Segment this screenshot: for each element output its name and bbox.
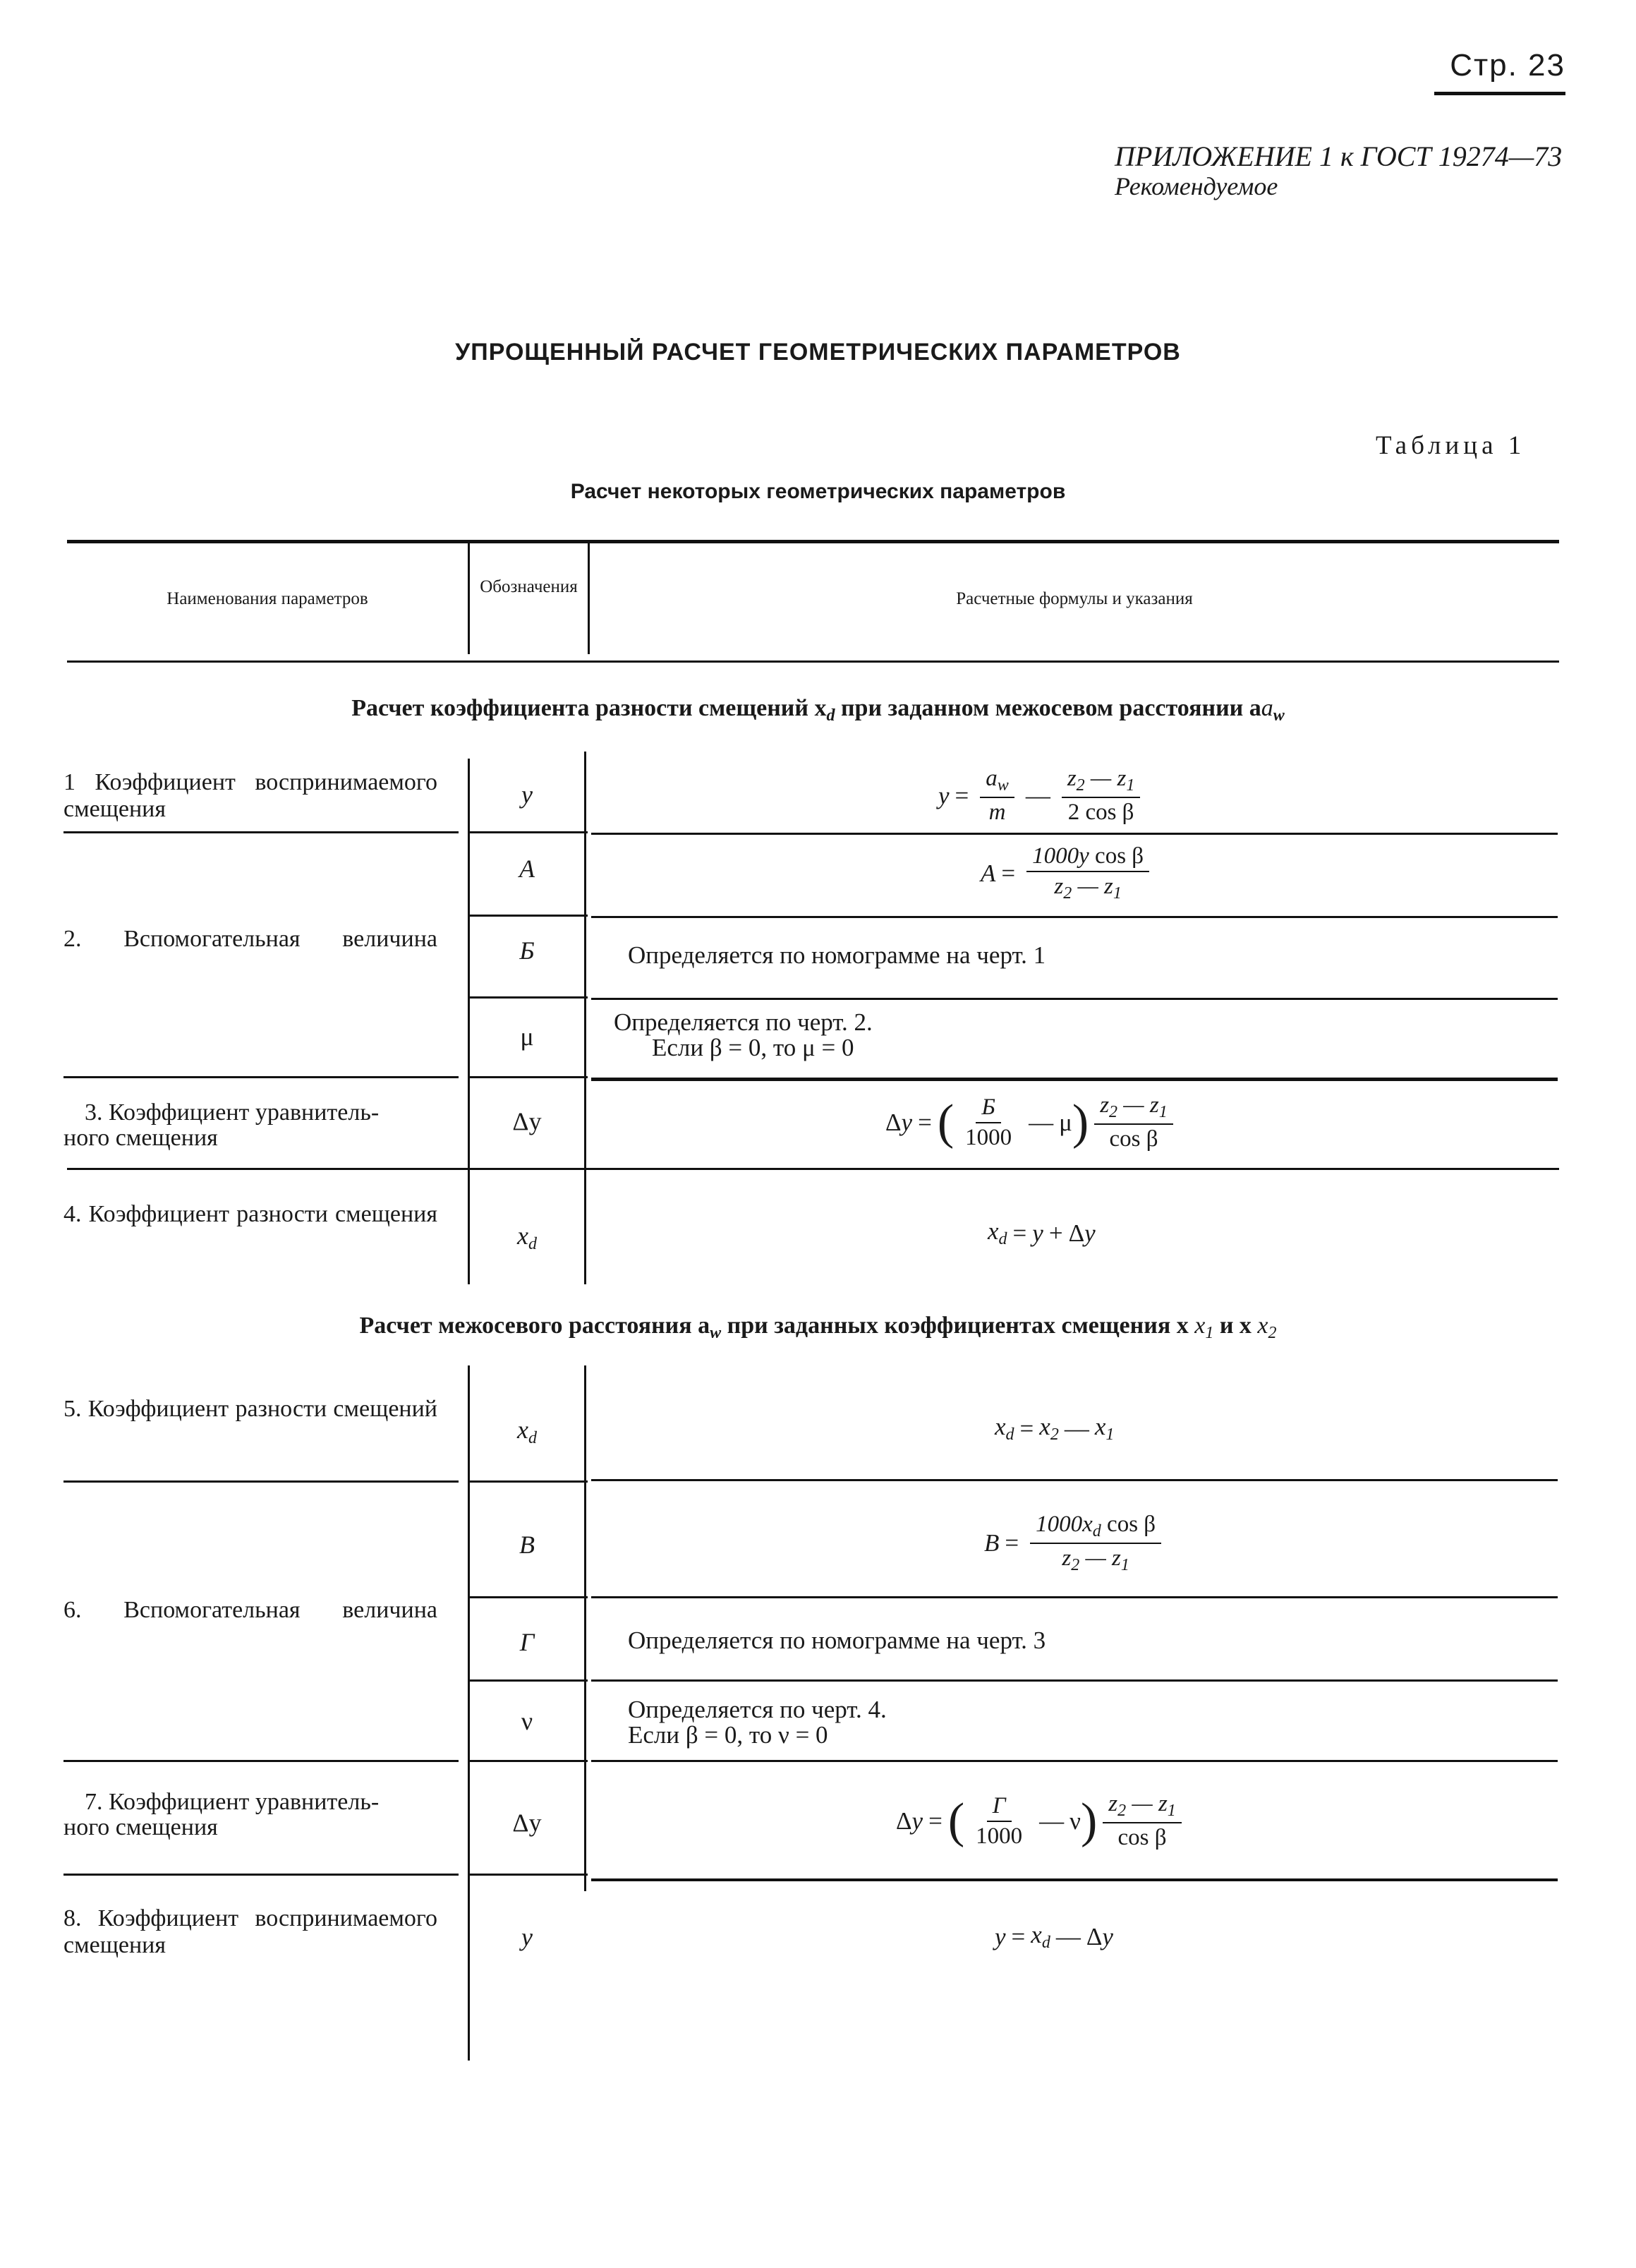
row-8-symbol: y bbox=[521, 1923, 533, 1951]
row-6b-text: Определяется по номограмме на черт. 3 bbox=[628, 1627, 1046, 1654]
row-6b-rule-mid bbox=[468, 1679, 588, 1682]
row-6c-text-1: Определяется по черт. 4. bbox=[628, 1696, 887, 1723]
row-2-rule-right bbox=[591, 916, 1558, 918]
row-6-rule-right bbox=[591, 1596, 1558, 1598]
row-6c-text-2: Если β = 0, то ν = 0 bbox=[628, 1721, 828, 1749]
row-2-rule-left bbox=[63, 1076, 459, 1078]
row-6b-rule-right bbox=[591, 1679, 1558, 1682]
row-6-symbol: B bbox=[519, 1531, 535, 1559]
page-number: Стр. 23 bbox=[1450, 48, 1565, 83]
row-2-symbol: A bbox=[519, 855, 535, 883]
row-7-rule-mid bbox=[468, 1874, 588, 1876]
row-6c-rule-right bbox=[591, 1760, 1558, 1762]
row-2b-text: Определяется по номограмме на черт. 1 bbox=[628, 941, 1046, 969]
page-number-rule bbox=[1434, 92, 1565, 95]
row-2-formula: A = $\frac{\text{1000y cos β}}{z_2 — z_1}$ bbox=[981, 843, 1155, 903]
table-title: Расчет некоторых геометрических параметров bbox=[570, 480, 1066, 503]
row-4-formula: $x_d$ = y + Δy bbox=[988, 1217, 1096, 1248]
row-7-name-line-1: 7. Коэффициент уравнитель- bbox=[85, 1789, 380, 1815]
row-1-rule-mid bbox=[468, 831, 588, 833]
column-header-formulas: Расчетные формулы и указания bbox=[956, 589, 1193, 608]
row-3-name-line-2: ного смещения bbox=[63, 1125, 218, 1151]
row-2c-rule-right bbox=[591, 1078, 1558, 1081]
row-7-formula: Δy = ( $\frac{Г}{1000}$ — ν ) $\frac{z_2 — z_1}{\text{cos β}}$ bbox=[896, 1791, 1187, 1851]
row-5-rule-left bbox=[63, 1480, 459, 1483]
row-1-rule-left bbox=[63, 831, 459, 833]
row-6-rule-left bbox=[63, 1760, 459, 1762]
row-1-rule-right bbox=[591, 833, 1558, 835]
column-header-name: Наименования параметров bbox=[166, 589, 368, 608]
row-2-rule-mid bbox=[468, 915, 588, 917]
row-2c-text-1: Определяется по черт. 2. bbox=[614, 1008, 873, 1036]
row-6c-symbol: ν bbox=[521, 1707, 533, 1735]
row-5-formula: $x_d$ = $x_2$ — $x_1$ bbox=[995, 1413, 1115, 1444]
row-7-rule-left bbox=[63, 1874, 459, 1876]
row-2c-text-2: Если β = 0, то μ = 0 bbox=[652, 1034, 854, 1061]
row-1-formula: y = $\frac{a_w}{m}$ — $\frac{z_2 — z_1}{\text{2 cos β}}$ bbox=[938, 766, 1146, 826]
row-7-rule-right bbox=[591, 1878, 1558, 1881]
row-3-name-line-1: 3. Коэффициент уравнитель- bbox=[85, 1099, 380, 1126]
row-2b-symbol: Б bbox=[519, 936, 535, 965]
appendix-note: Рекомендуемое bbox=[1115, 172, 1278, 200]
row-6c-rule-mid bbox=[468, 1760, 588, 1762]
section-2-divider-2 bbox=[584, 1365, 586, 1891]
row-2b-rule-mid bbox=[468, 996, 588, 999]
row-6b-symbol: Г bbox=[519, 1628, 535, 1656]
row-2b-rule-right bbox=[591, 998, 1558, 1000]
row-2c-rule-mid bbox=[468, 1076, 588, 1078]
row-8-formula: y = $x_d$ — Δy bbox=[995, 1921, 1113, 1952]
row-7-name-line-2: ного смещения bbox=[63, 1814, 218, 1840]
table-top-rule bbox=[67, 540, 1559, 543]
section-2-title: Расчет межосевого расстояния $a_w$ при заданных коэффициентах смещения x $x_1$ и x $x_2$ bbox=[359, 1313, 1277, 1342]
row-6-rule-mid bbox=[468, 1596, 588, 1598]
row-1-name: 1 Коэффициент воспринимаемого смещения bbox=[63, 769, 437, 822]
row-8-name: 8. Коэффициент воспринимаемого смещения bbox=[63, 1905, 437, 1958]
row-6-name: 6. Вспомогательная величина bbox=[63, 1597, 437, 1623]
row-7-symbol: Δy bbox=[512, 1809, 542, 1837]
row-2c-symbol: μ bbox=[520, 1023, 534, 1051]
section-1-title: Расчет коэффициента разности смещений $x_d$ при заданном межосевом расстоянии $aa_w$ bbox=[351, 695, 1285, 725]
row-1-symbol: y bbox=[521, 780, 533, 809]
column-header-symbol: Обозначения bbox=[480, 577, 578, 596]
header-divider-1 bbox=[468, 543, 470, 654]
row-4-symbol: $x_d$ bbox=[517, 1222, 537, 1253]
row-3-symbol: Δy bbox=[512, 1107, 542, 1135]
table-number: Таблица 1 bbox=[1376, 431, 1526, 460]
row-3-rule bbox=[67, 1168, 1559, 1170]
row-4-name: 4. Коэффициент разности смещения bbox=[63, 1201, 437, 1227]
header-bottom-rule bbox=[67, 661, 1559, 663]
appendix-heading: ПРИЛОЖЕНИЕ 1 к ГОСТ 19274—73 bbox=[1115, 140, 1563, 172]
row-5-symbol: $x_d$ bbox=[517, 1416, 537, 1447]
row-6-formula: B = $\frac{1000x_d \cos \beta}{z_2 — z_1}$ bbox=[984, 1512, 1167, 1575]
row-5-name: 5. Коэффициент разности смещений bbox=[63, 1396, 437, 1422]
row-3-formula: Δy = ( $\frac{Б}{1000}$ — μ ) $\frac{z_2 — z_1}{\text{cos β}}$ bbox=[885, 1092, 1179, 1152]
row-2-name: 2. Вспомогательная величина bbox=[63, 926, 437, 952]
row-5-rule-mid bbox=[468, 1480, 588, 1483]
page-title: УПРОЩЕННЫЙ РАСЧЕТ ГЕОМЕТРИЧЕСКИХ ПАРАМЕТРОВ bbox=[455, 339, 1181, 366]
row-5-rule-right bbox=[591, 1479, 1558, 1481]
